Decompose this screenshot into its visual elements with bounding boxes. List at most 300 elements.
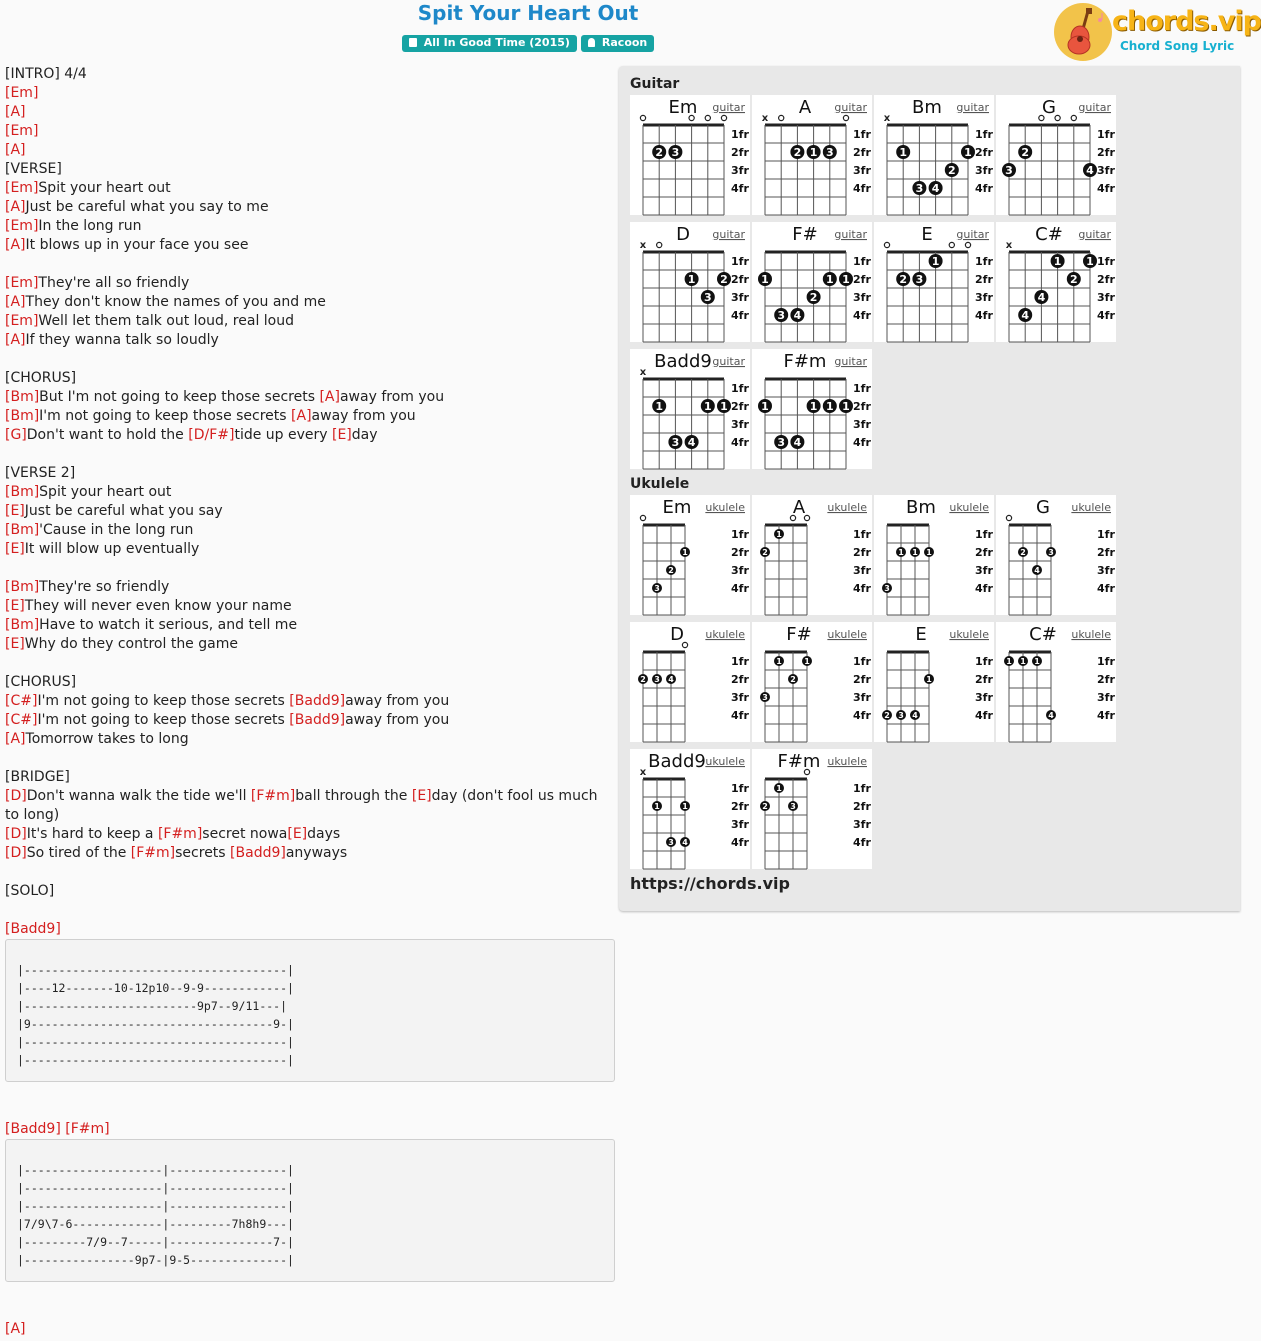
- finger-number: 2: [668, 566, 674, 575]
- fret-label: 2fr: [1097, 273, 1115, 286]
- lyric-text: Why do they control the game: [24, 636, 238, 652]
- chord-link[interactable]: [A]: [5, 199, 26, 215]
- finger-number: 2: [655, 146, 664, 159]
- finger-number: 1: [926, 675, 932, 684]
- finger-number: 2: [720, 273, 728, 286]
- fret-label: 3fr: [853, 291, 871, 304]
- chord-link[interactable]: [Em]: [5, 218, 39, 234]
- finger-number: 1: [682, 548, 688, 557]
- fret-label: 3fr: [853, 818, 871, 831]
- lyric-line: [5, 483, 615, 502]
- open-string-marker: [705, 115, 710, 120]
- open-string-marker: [1006, 515, 1011, 520]
- chord-link[interactable]: [C#]: [5, 693, 38, 709]
- lyric-line: [5, 388, 615, 407]
- chord-instrument-link[interactable]: ukulele: [827, 755, 867, 768]
- finger-number: 4: [793, 309, 802, 322]
- fret-label: 1fr: [853, 382, 871, 395]
- finger-number: 3: [703, 291, 712, 304]
- fret-label: 2fr: [731, 400, 749, 413]
- lyric-line: [5, 1082, 615, 1101]
- lyric-line: [5, 103, 615, 122]
- finger-number: 2: [762, 548, 768, 557]
- chord-link[interactable]: [E]: [287, 826, 308, 842]
- open-string-marker: [640, 515, 645, 520]
- chord-link[interactable]: [A]: [5, 104, 26, 120]
- finger-number: 1: [682, 802, 688, 811]
- finger-number: 4: [1048, 711, 1054, 720]
- lyric-line: [5, 160, 615, 179]
- chord-link[interactable]: [Bm]: [5, 389, 40, 405]
- muted-string-marker: x: [639, 767, 647, 778]
- lyric-text: Well let them talk out loud, real loud: [38, 313, 294, 329]
- chord-link[interactable]: [Badd9]: [230, 845, 286, 861]
- chord-instrument-link[interactable]: ukulele: [827, 628, 867, 641]
- lyric-line: [5, 312, 615, 331]
- finger-number: 3: [777, 436, 786, 449]
- chord-name: Bm: [912, 97, 942, 118]
- open-string-marker: [804, 515, 809, 520]
- chord-name: F#: [786, 624, 812, 645]
- chord-name: D: [670, 624, 684, 645]
- chord-name: Em: [668, 97, 698, 118]
- fret-label: 3fr: [975, 164, 993, 177]
- site-logo[interactable]: [1054, 3, 1261, 63]
- finger-number: 3: [898, 711, 904, 720]
- lyric-line: [5, 730, 615, 749]
- lyric-text: Just be careful what you say: [24, 503, 223, 519]
- lyric-line: [5, 635, 615, 654]
- lyric-text: days: [307, 826, 341, 842]
- lyric-line: [5, 331, 615, 350]
- finger-number: 2: [884, 711, 890, 720]
- ukulele-chord-a[interactable]: [752, 495, 872, 615]
- lyric-text: Just be careful what you say to me: [25, 199, 269, 215]
- ukulele-chord-csharp[interactable]: [996, 622, 1116, 742]
- muted-string-marker: x: [1005, 240, 1013, 251]
- finger-number: 2: [1020, 548, 1026, 557]
- artist-badge-label: Racoon: [601, 36, 648, 49]
- guitar-chord-fsharp[interactable]: [752, 222, 872, 342]
- chord-link[interactable]: [Bm]: [5, 408, 40, 424]
- lyric-line: [5, 673, 615, 692]
- chord-link[interactable]: [F#m]: [250, 788, 296, 804]
- chord-name: Badd9: [648, 751, 706, 772]
- finger-number: 1: [1034, 657, 1040, 666]
- finger-number: 4: [1021, 309, 1030, 322]
- chord-link[interactable]: [Bm]: [5, 579, 40, 595]
- chord-name: F#: [792, 224, 818, 245]
- finger-number: 1: [776, 784, 782, 793]
- lyric-line: [5, 616, 615, 635]
- finger-number: 1: [842, 273, 850, 286]
- finger-number: 2: [762, 802, 768, 811]
- open-string-marker: [949, 242, 954, 247]
- chord-link[interactable]: [A]: [5, 142, 26, 158]
- open-string-marker: [1055, 115, 1060, 120]
- fret-label: 2fr: [853, 400, 871, 413]
- lyric-text: So tired of the: [26, 845, 131, 861]
- lyric-text: 'Cause in the long run: [39, 522, 194, 538]
- chord-link[interactable]: [D/F#]: [188, 427, 235, 443]
- lyric-text: Don't want to hold the: [26, 427, 189, 443]
- fret-label: 4fr: [853, 182, 871, 195]
- finger-number: 1: [1086, 255, 1094, 268]
- lyric-line: [5, 65, 615, 84]
- ukulele-chord-g[interactable]: [996, 495, 1116, 615]
- finger-number: 1: [912, 548, 918, 557]
- finger-number: 3: [671, 146, 680, 159]
- chord-name: Badd9: [654, 351, 712, 372]
- fret-label: 4fr: [731, 582, 749, 595]
- fret-label: 4fr: [731, 436, 749, 449]
- finger-number: 1: [825, 273, 834, 286]
- finger-number: 2: [809, 291, 818, 304]
- chord-link[interactable]: [Em]: [5, 85, 39, 101]
- chord-instrument-link[interactable]: guitar: [834, 101, 867, 114]
- guitar-chord-em[interactable]: [630, 95, 750, 215]
- fret-label: 2fr: [853, 146, 871, 159]
- lyric-line: [5, 369, 615, 388]
- ukulele-chord-badd9[interactable]: [630, 749, 750, 869]
- lyric-text: away from you: [345, 712, 450, 728]
- chord-link[interactable]: [E]: [332, 427, 352, 443]
- lyric-text: I'm not going to keep those secrets: [37, 693, 290, 709]
- lyrics-body: [5, 65, 615, 1339]
- finger-number: 1: [720, 400, 728, 413]
- ukulele-chord-bm[interactable]: [874, 495, 994, 615]
- finger-number: 3: [654, 675, 660, 684]
- fret-label: 2fr: [853, 800, 871, 813]
- fret-label: 4fr: [731, 709, 749, 722]
- lyric-line: [5, 920, 615, 939]
- chord-name: G: [1042, 97, 1056, 118]
- chord-link[interactable]: [E]: [5, 636, 25, 652]
- guitar-chord-d[interactable]: [630, 222, 750, 342]
- finger-number: 1: [654, 802, 660, 811]
- ukulele-chord-d[interactable]: [630, 622, 750, 742]
- lyric-text: [INTRO] 4/4: [5, 66, 87, 82]
- chord-instrument-link[interactable]: ukulele: [949, 501, 989, 514]
- fret-label: 2fr: [731, 800, 749, 813]
- fret-label: 2fr: [975, 546, 993, 559]
- tablature-block: |--------------------|-----------------| |--------------------|-----------------| |--------------------|-----------------| |7/9\7-6-------------|---------7h8h9---| |---------7/9--7-----|---------------7-| |----------------9p7-|9-5--------------|: [5, 1139, 615, 1282]
- chord-link[interactable]: [D]: [5, 845, 27, 861]
- fret-label: 3fr: [975, 291, 993, 304]
- lyric-text: Have to watch it serious, and tell me: [39, 617, 298, 633]
- finger-number: 4: [668, 675, 674, 684]
- fret-label: 1fr: [1097, 255, 1115, 268]
- lyric-text: day (don't fool us much to long): [5, 788, 602, 823]
- chord-instrument-link[interactable]: guitar: [956, 101, 989, 114]
- lyric-text: tide up every: [234, 427, 332, 443]
- fret-label: 3fr: [853, 164, 871, 177]
- book-icon: [409, 38, 417, 47]
- chord-instrument-link[interactable]: guitar: [956, 228, 989, 241]
- lyric-line: [5, 540, 615, 559]
- finger-number: 4: [1086, 164, 1094, 177]
- lyric-text: away from you: [339, 389, 445, 405]
- finger-number: 1: [655, 400, 664, 413]
- guitar-logo-icon: [1054, 3, 1112, 61]
- chord-link[interactable]: [D]: [5, 826, 27, 842]
- chord-link[interactable]: [E]: [5, 541, 25, 557]
- fret-label: 3fr: [975, 691, 993, 704]
- chord-instrument-link[interactable]: guitar: [712, 355, 745, 368]
- chord-link[interactable]: [Bm]: [5, 617, 40, 633]
- chord-instrument-link[interactable]: guitar: [1078, 101, 1111, 114]
- lyric-text: They're all so friendly: [38, 275, 190, 291]
- chord-link[interactable]: [Em]: [5, 180, 39, 196]
- chord-link[interactable]: [Em]: [5, 313, 39, 329]
- tablature-block: |--------------------------------------| |----12-------10-12p10--9-9------------| |-------------------------9p7--9/11---| |9-----------------------------------9-| |--------------------------------------| |--------------------------------------|: [5, 939, 615, 1082]
- chord-instrument-link[interactable]: guitar: [712, 101, 745, 114]
- fret-label: 1fr: [853, 255, 871, 268]
- fret-label: 2fr: [853, 546, 871, 559]
- lyric-line: [5, 122, 615, 141]
- finger-number: 1: [898, 548, 904, 557]
- finger-number: 1: [703, 400, 712, 413]
- ukulele-chord-em[interactable]: [630, 495, 750, 615]
- lyric-line: [5, 464, 615, 483]
- chord-link[interactable]: [C#]: [5, 712, 38, 728]
- lyric-line: [5, 426, 615, 445]
- chord-link[interactable]: [A]: [5, 332, 26, 348]
- finger-number: 3: [668, 838, 674, 847]
- lyric-line: [5, 255, 615, 274]
- chord-instrument-link[interactable]: ukulele: [1071, 628, 1111, 641]
- finger-number: 3: [777, 309, 786, 322]
- finger-number: 1: [842, 400, 850, 413]
- logo-wordmark: chords.vip: [1112, 6, 1261, 37]
- chord-name: C#: [1035, 224, 1063, 245]
- lyric-text: They don't know the names of you and me: [25, 294, 326, 310]
- guitar-chord-e[interactable]: [874, 222, 994, 342]
- fret-label: 3fr: [731, 691, 749, 704]
- guitar-chord-bm[interactable]: [874, 95, 994, 215]
- lyric-line: [5, 749, 615, 768]
- lyric-text: They're so friendly: [39, 579, 170, 595]
- chord-link[interactable]: [A]: [5, 294, 26, 310]
- muted-string-marker: x: [761, 113, 769, 124]
- finger-number: 1: [899, 146, 908, 159]
- chord-link[interactable]: [Em]: [5, 123, 39, 139]
- finger-number: 2: [947, 164, 956, 177]
- chord-instrument-link[interactable]: guitar: [712, 228, 745, 241]
- lyric-text: [VERSE]: [5, 161, 62, 177]
- fret-label: 1fr: [975, 128, 993, 141]
- lyric-text: anyways: [285, 845, 348, 861]
- finger-number: 4: [912, 711, 918, 720]
- lyric-line: [5, 198, 615, 217]
- lyric-text: secret nowa: [202, 826, 288, 842]
- guitar-chord-fsharpm[interactable]: [752, 349, 872, 469]
- fret-label: 4fr: [853, 836, 871, 849]
- lyric-text: away from you: [311, 408, 416, 424]
- fret-label: 2fr: [731, 546, 749, 559]
- fret-label: 4fr: [853, 709, 871, 722]
- fret-label: 1fr: [975, 255, 993, 268]
- chord-link[interactable]: [F#m]: [130, 845, 176, 861]
- finger-number: 4: [1034, 566, 1040, 575]
- lyric-line: [5, 350, 615, 369]
- open-string-marker: [965, 242, 970, 247]
- fret-label: 1fr: [853, 528, 871, 541]
- lyric-text: day: [351, 427, 378, 443]
- chord-link[interactable]: [Badd9]: [5, 921, 61, 937]
- fret-label: 1fr: [975, 655, 993, 668]
- lyric-line: [5, 578, 615, 597]
- lyric-line: [5, 293, 615, 312]
- lyric-line: [5, 559, 615, 578]
- fret-label: 1fr: [1097, 655, 1115, 668]
- fret-label: 3fr: [731, 418, 749, 431]
- chord-name: C#: [1029, 624, 1057, 645]
- fret-label: 2fr: [1097, 546, 1115, 559]
- chord-diagrams-panel: [619, 66, 1240, 911]
- fret-label: 2fr: [975, 673, 993, 686]
- guitar-chord-g[interactable]: [996, 95, 1116, 215]
- finger-number: 1: [809, 146, 818, 159]
- lyric-line: [5, 901, 615, 920]
- chord-link[interactable]: [A]: [5, 1321, 26, 1337]
- chord-link[interactable]: [D]: [5, 788, 27, 804]
- lyric-line: [5, 1301, 615, 1320]
- lyric-text: It's hard to keep a: [26, 826, 158, 842]
- lyric-text: I'm not going to keep those secrets: [39, 408, 292, 424]
- fret-label: 1fr: [731, 128, 749, 141]
- chord-name: A: [792, 497, 806, 518]
- chord-link[interactable]: [E]: [5, 503, 25, 519]
- chord-instrument-link[interactable]: ukulele: [705, 501, 745, 514]
- lyric-line: [5, 597, 615, 616]
- finger-number: 1: [926, 548, 932, 557]
- fret-label: 2fr: [731, 273, 749, 286]
- album-badge[interactable]: [402, 35, 577, 52]
- muted-string-marker: x: [639, 367, 647, 378]
- muted-string-marker: x: [639, 240, 647, 251]
- chord-link[interactable]: [A]: [5, 731, 26, 747]
- lyric-line: [5, 711, 615, 730]
- lyric-text: In the long run: [38, 218, 142, 234]
- fret-label: 4fr: [975, 582, 993, 595]
- open-string-marker: [884, 242, 889, 247]
- fret-label: 3fr: [1097, 564, 1115, 577]
- ukulele-chord-fsharp[interactable]: [752, 622, 872, 742]
- finger-number: 3: [1048, 548, 1054, 557]
- ukulele-chord-fsharpm[interactable]: [752, 749, 872, 869]
- fret-label: 1fr: [731, 255, 749, 268]
- fret-label: 4fr: [731, 309, 749, 322]
- lyric-text: [SOLO]: [5, 883, 55, 899]
- finger-number: 3: [790, 802, 796, 811]
- logo-tagline: Chord Song Lyric: [1120, 39, 1235, 53]
- guitar-chord-csharp[interactable]: [996, 222, 1116, 342]
- chord-name: F#m: [777, 751, 821, 772]
- fret-label: 2fr: [1097, 673, 1115, 686]
- fret-label: 3fr: [853, 418, 871, 431]
- muted-string-marker: x: [883, 113, 891, 124]
- lyric-line: [5, 768, 615, 787]
- fret-label: 1fr: [853, 655, 871, 668]
- chord-instrument-link[interactable]: guitar: [1078, 228, 1111, 241]
- fret-label: 1fr: [731, 382, 749, 395]
- fret-label: 4fr: [853, 436, 871, 449]
- chord-link[interactable]: [E]: [411, 788, 432, 804]
- finger-number: 3: [915, 273, 924, 286]
- chord-link[interactable]: [A]: [5, 237, 26, 253]
- chord-link[interactable]: [Badd9]: [289, 712, 346, 728]
- chord-link[interactable]: [Bm]: [5, 484, 40, 500]
- chord-link[interactable]: [A]: [319, 389, 340, 405]
- album-badge-label: All In Good Time (2015): [423, 36, 570, 49]
- fret-label: 4fr: [1097, 309, 1115, 322]
- finger-number: 4: [1037, 291, 1046, 304]
- chord-instrument-link[interactable]: guitar: [834, 355, 867, 368]
- chord-link[interactable]: [Badd9] [F#m]: [5, 1121, 110, 1137]
- chord-instrument-link[interactable]: ukulele: [1071, 501, 1111, 514]
- chord-link[interactable]: [A]: [291, 408, 312, 424]
- lyric-line: [5, 236, 615, 255]
- lyric-line: [5, 1101, 615, 1120]
- lyric-text: Spit your heart out: [38, 180, 171, 196]
- lyric-line: [5, 1320, 615, 1339]
- fret-label: 3fr: [731, 818, 749, 831]
- fret-label: 2fr: [975, 273, 993, 286]
- artist-badge[interactable]: [581, 35, 654, 52]
- fret-label: 3fr: [975, 564, 993, 577]
- finger-number: 3: [762, 693, 768, 702]
- chord-link[interactable]: [E]: [5, 598, 25, 614]
- lyric-line: [5, 882, 615, 901]
- chord-instrument-link[interactable]: guitar: [834, 228, 867, 241]
- fret-label: 4fr: [853, 309, 871, 322]
- chord-instrument-link[interactable]: ukulele: [705, 755, 745, 768]
- fret-label: 4fr: [1097, 182, 1115, 195]
- finger-number: 2: [790, 675, 796, 684]
- chord-link[interactable]: [G]: [5, 427, 27, 443]
- chord-link[interactable]: [Badd9]: [289, 693, 346, 709]
- finger-number: 3: [1005, 164, 1013, 177]
- user-icon: [588, 38, 595, 47]
- chord-instrument-link[interactable]: ukulele: [827, 501, 867, 514]
- site-url[interactable]: https://chords.vip: [630, 874, 790, 893]
- finger-number: 1: [809, 400, 818, 413]
- fret-label: 1fr: [853, 782, 871, 795]
- fret-label: 4fr: [1097, 582, 1115, 595]
- chord-link[interactable]: [Em]: [5, 275, 39, 291]
- finger-number: 2: [1069, 273, 1078, 286]
- finger-number: 4: [931, 182, 940, 195]
- chord-name: A: [798, 97, 812, 118]
- finger-number: 1: [825, 400, 834, 413]
- lyric-line: [5, 1282, 615, 1301]
- lyric-line: [5, 654, 615, 673]
- chord-link[interactable]: [Bm]: [5, 522, 40, 538]
- chord-instrument-link[interactable]: ukulele: [705, 628, 745, 641]
- finger-number: 4: [687, 436, 696, 449]
- open-string-marker: [721, 115, 726, 120]
- finger-number: 1: [687, 273, 696, 286]
- guitar-chord-a[interactable]: [752, 95, 872, 215]
- ukulele-chord-e[interactable]: [874, 622, 994, 742]
- fret-label: 2fr: [853, 273, 871, 286]
- guitar-chord-badd9[interactable]: [630, 349, 750, 469]
- fret-label: 1fr: [1097, 128, 1115, 141]
- chord-instrument-link[interactable]: ukulele: [949, 628, 989, 641]
- fret-label: 1fr: [731, 782, 749, 795]
- chord-link[interactable]: [F#m]: [157, 826, 203, 842]
